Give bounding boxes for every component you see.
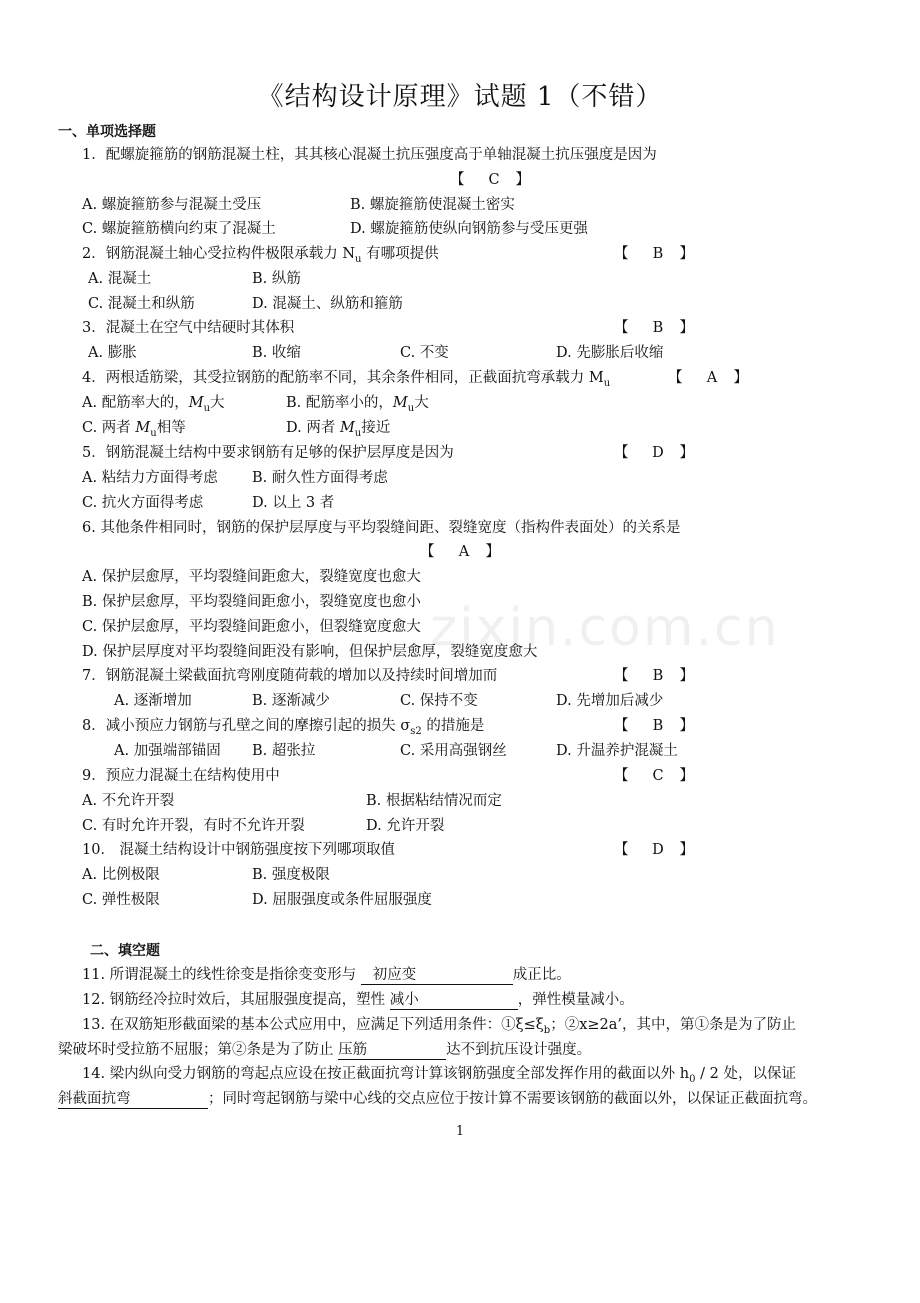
q1-option-a: A. 螺旋箍筋参与混凝土受压 xyxy=(82,197,262,213)
question-10-answer: 【 D 】 xyxy=(614,842,694,858)
question-7-answer: 【 B 】 xyxy=(614,668,694,684)
q1-option-c: C. 螺旋箍筋横向约束了混凝土 xyxy=(82,221,276,237)
q6-option-d: D. 保护层厚度对平均裂缝间距没有影响，但保护层愈厚，裂缝宽度愈大 xyxy=(82,644,538,660)
q3-option-c: C. 不变 xyxy=(400,345,449,361)
question-1-stem: 1．配螺旋箍筋的钢筋混凝土柱，其其核心混凝土抗压强度高于单轴混凝土抗压强度是因为 xyxy=(82,147,657,163)
question-4-stem: 4．两根适筋梁，其受拉钢筋的配筋率不同，其余条件相同，正截面抗弯承载力 $M_u$ xyxy=(82,370,611,389)
fill-13-line1: 13. 在双筋矩形截面梁的基本公式应用中，应满足下列适用条件：$①\xi\le\xi_b$；②x≥2a’，其中，第①条是为了防止 xyxy=(82,1017,797,1036)
fill-14-line2: 斜截面抗弯 ；同时弯起钢筋与梁中心线的交点应位于按计算不需要该钢筋的截面以外，以保证正截面抗弯。 xyxy=(58,1091,817,1107)
q10-option-d: D. 屈服强度或条件屈服强度 xyxy=(252,892,432,908)
q1-option-b: B. 螺旋箍筋使混凝土密实 xyxy=(350,197,515,213)
question-6-answer: 【 A 】 xyxy=(420,544,500,560)
question-7-stem: 7．钢筋混凝土梁截面抗弯刚度随荷载的增加以及持续时间增加而 xyxy=(82,668,498,684)
question-8-stem: 8．减小预应力钢筋与孔壁之间的摩擦引起的损失 $\sigma_{s2}$ 的措施是 xyxy=(82,718,485,737)
q2-option-d: D. 混凝土、纵筋和箍筋 xyxy=(252,296,403,312)
q7-option-d: D. 先增加后减少 xyxy=(556,693,664,709)
q5-option-c: C. 抗火方面得考虑 xyxy=(82,495,204,511)
question-5-stem: 5．钢筋混凝土结构中要求钢筋有足够的保护层厚度是因为 xyxy=(82,445,454,461)
q10-option-b: B. 强度极限 xyxy=(252,867,330,883)
q2-option-c: C. 混凝土和纵筋 xyxy=(88,296,195,312)
q3-option-b: B. 收缩 xyxy=(252,345,301,361)
q2-option-a: A. 混凝土 xyxy=(88,271,152,287)
q3-option-d: D. 先膨胀后收缩 xyxy=(556,345,664,361)
question-1-answer: 【 C 】 xyxy=(450,172,530,188)
question-9-stem: 9．预应力混凝土在结构使用中 xyxy=(82,768,280,784)
page-title: 《结构设计原理》试题 1（不错） xyxy=(257,82,663,112)
q9-option-d: D. 允许开裂 xyxy=(366,818,445,834)
q9-option-c: C. 有时允许开裂，有时不允许开裂 xyxy=(82,818,305,834)
q4-option-a: A. 配筋率大的，$M_u$大 xyxy=(82,395,225,414)
q7-option-b: B. 逐渐减少 xyxy=(252,693,330,709)
fill-12: 12. 钢筋经冷拉时效后，其屈服强度提高，塑性 减小 ，弹性模量减小。 xyxy=(82,992,634,1008)
question-10-stem: 10． 混凝土结构设计中钢筋强度按下列哪项取值 xyxy=(82,842,396,858)
q10-option-c: C. 弹性极限 xyxy=(82,892,160,908)
question-9-answer: 【 C 】 xyxy=(614,768,694,784)
fill-13-line2: 梁破坏时受拉筋不屈服；第②条是为了防止 压筋 达不到抗压设计强度。 xyxy=(58,1042,592,1058)
watermark: zixin.com.cn xyxy=(430,598,780,658)
question-3-answer: 【 B 】 xyxy=(614,320,694,336)
q2-option-b: B. 纵筋 xyxy=(252,271,301,287)
q4-option-d: D. 两者 $M_u$接近 xyxy=(286,420,391,439)
q8-option-a: A. 加强端部锚固 xyxy=(114,743,221,759)
q5-option-d: D. 以上 3 者 xyxy=(252,495,335,511)
q9-option-b: B. 根据粘结情况而定 xyxy=(366,793,502,809)
question-2-stem: 2．钢筋混凝土轴心受拉构件极限承载力 $N_u$ 有哪项提供 xyxy=(82,246,439,265)
q6-option-a: A. 保护层愈厚，平均裂缝间距愈大，裂缝宽度也愈大 xyxy=(82,569,421,585)
question-6-stem: 6. 其他条件相同时，钢筋的保护层厚度与平均裂缝间距、裂缝宽度（指构件表面处）的关系是 xyxy=(82,520,681,536)
q4-option-b: B. 配筋率小的，$M_u$大 xyxy=(286,395,429,414)
question-4-answer: 【 A 】 xyxy=(668,370,748,386)
page-number: 1 xyxy=(455,1124,465,1139)
q5-option-b: B. 耐久性方面得考虑 xyxy=(252,470,388,486)
section-heading-fill: 二、填空题 xyxy=(90,943,160,959)
question-2-answer: 【 B 】 xyxy=(614,246,694,262)
q4-option-c: C. 两者 $M_u$相等 xyxy=(82,420,186,439)
question-5-answer: 【 D 】 xyxy=(614,445,694,461)
q9-option-a: A. 不允许开裂 xyxy=(82,793,175,809)
fill-11: 11. 所谓混凝土的线性徐变是指徐变变形与 初应变 成正比。 xyxy=(82,967,571,983)
question-3-stem: 3．混凝土在空气中结硬时其体积 xyxy=(82,320,295,336)
q10-option-a: A. 比例极限 xyxy=(82,867,160,883)
fill-14-line1: 14. 梁内纵向受力钢筋的弯起点应设在按正截面抗弯计算该钢筋强度全部发挥作用的截面以外 $h_0 / 2$ 处，以保证 xyxy=(82,1066,796,1085)
q6-option-b: B. 保护层愈厚，平均裂缝间距愈小，裂缝宽度也愈小 xyxy=(82,594,421,610)
q8-option-b: B. 超张拉 xyxy=(252,743,316,759)
q6-option-c: C. 保护层愈厚，平均裂缝间距愈小，但裂缝宽度愈大 xyxy=(82,619,421,635)
q8-option-c: C. 采用高强钢丝 xyxy=(400,743,507,759)
q7-option-a: A. 逐渐增加 xyxy=(114,693,192,709)
question-8-answer: 【 B 】 xyxy=(614,718,694,734)
q7-option-c: C. 保持不变 xyxy=(400,693,478,709)
q8-option-d: D. 升温养护混凝土 xyxy=(556,743,678,759)
q5-option-a: A. 粘结力方面得考虑 xyxy=(82,470,218,486)
q1-option-d: D. 螺旋箍筋使纵向钢筋参与受压更强 xyxy=(350,221,588,237)
q3-option-a: A. 膨胀 xyxy=(88,345,137,361)
section-heading-choice: 一、单项选择题 xyxy=(58,124,156,140)
